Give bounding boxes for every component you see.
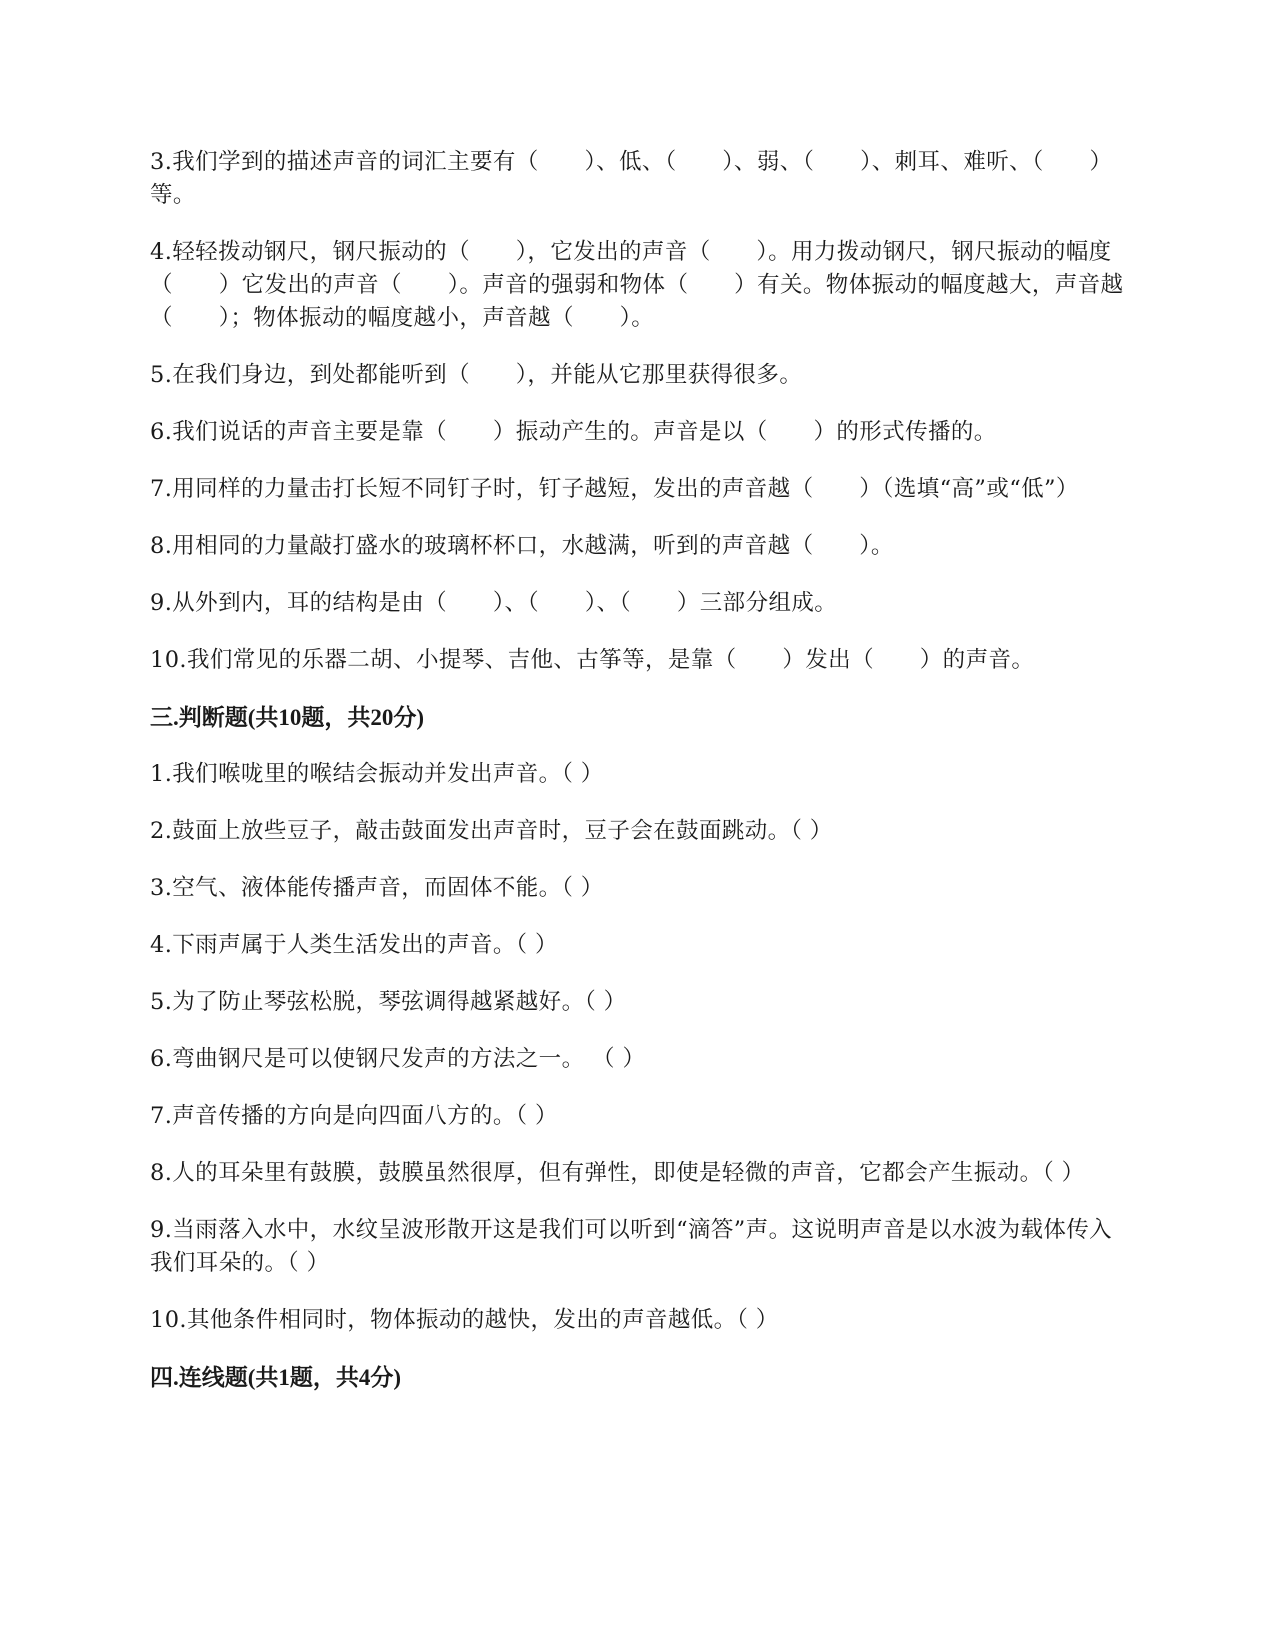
fill-question-10: 10.我们常见的乐器二胡、小提琴、吉他、古筝等，是靠（ ）发出（ ）的声音。 — [150, 647, 1035, 673]
fill-question-3: 3.我们学到的描述声音的词汇主要有（ ）、低、（ ）、弱、（ ）、刺耳、难听、（ ）等。 — [150, 149, 1113, 208]
fill-question-6: 6.我们说话的声音主要是靠（ ）振动产生的。声音是以（ ）的形式传播的。 — [150, 419, 997, 445]
judge-question-3: 3.空气、液体能传播声音，而固体不能。（ ） — [150, 875, 604, 901]
fill-question-8: 8.用相同的力量敲打盛水的玻璃杯杯口，水越满，听到的声音越（ ）。 — [150, 533, 894, 559]
matching-section-title: 四.连线题(共1题，共4分) — [150, 1365, 402, 1390]
fill-question-4: 4.轻轻拨动钢尺，钢尺振动的（ ），它发出的声音（ ）。用力拨动钢尺，钢尺振动的幅度（ ）它发出的声音（ ）。声音的强弱和物体（ ）有关。物体振动的幅度越大，声音越（ ）；物体振动的幅度越小，声音越（ ）。 — [150, 239, 1124, 331]
judge-question-5: 5.为了防止琴弦松脱，琴弦调得越紧越好。（ ） — [150, 989, 627, 1015]
judge-question-8: 8.人的耳朵里有鼓膜，鼓膜虽然很厚，但有弹性，即使是轻微的声音，它都会产生振动。（ ） — [150, 1160, 1085, 1186]
judge-question-10: 10.其他条件相同时，物体振动的越快，发出的声音越低。（ ） — [150, 1307, 779, 1333]
judge-question-1: 1.我们喉咙里的喉结会振动并发出声音。（ ） — [150, 761, 604, 787]
fill-question-9: 9.从外到内，耳的结构是由（ ）、（ ）、（ ）三部分组成。 — [150, 590, 838, 616]
judge-question-7: 7.声音传播的方向是向四面八方的。（ ） — [150, 1103, 558, 1129]
judge-question-4: 4.下雨声属于人类生活发出的声音。（ ） — [150, 932, 558, 958]
judge-question-2: 2.鼓面上放些豆子，敲击鼓面发出声音时，豆子会在鼓面跳动。（ ） — [150, 818, 833, 844]
judgement-section-title: 三.判断题(共10题，共20分) — [150, 705, 425, 730]
fill-question-5: 5.在我们身边，到处都能听到（ ），并能从它那里获得很多。 — [150, 362, 803, 388]
fill-question-7: 7.用同样的力量击打长短不同钉子时，钉子越短，发出的声音越（ ）（选填“高”或“低”） — [150, 476, 1079, 502]
exam-page — [150, 146, 1130, 1418]
judge-question-9: 9.当雨落入水中，水纹呈波形散开这是我们可以听到“滴答”声。这说明声音是以水波为载体传入我们耳朵的。（ ） — [150, 1217, 1113, 1276]
judge-question-6: 6.弯曲钢尺是可以使钢尺发声的方法之一。 （ ） — [150, 1046, 646, 1072]
